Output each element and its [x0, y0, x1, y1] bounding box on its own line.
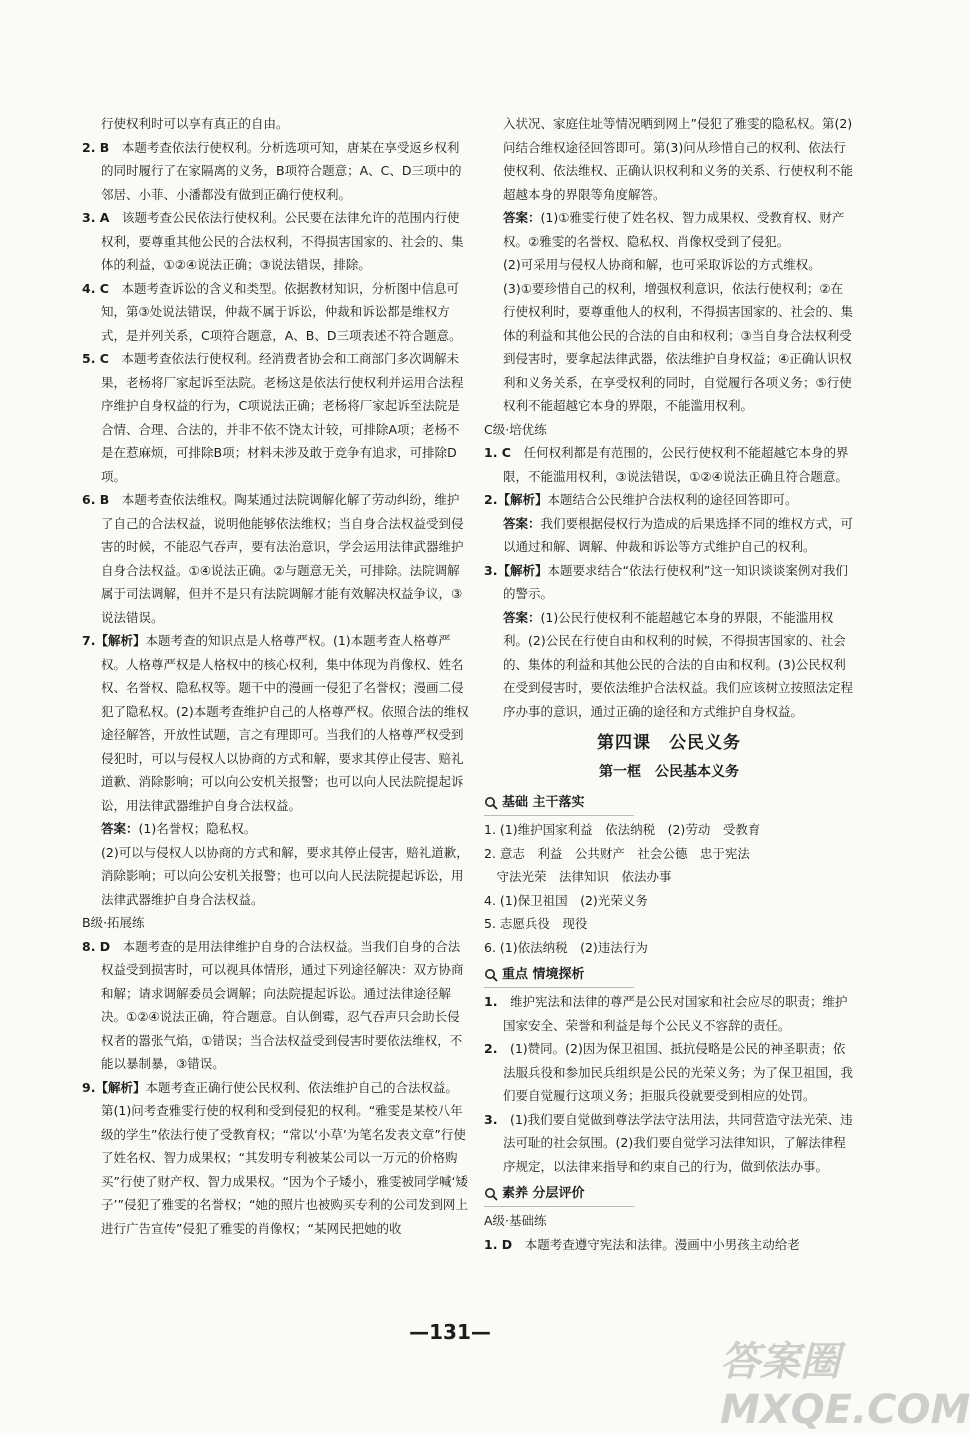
- basic-answer-line: 6. (1)依法纳税 (2)违法行为: [484, 939, 648, 955]
- item-label: 1. D: [484, 1236, 525, 1252]
- answer-item: [484, 277, 854, 418]
- item-label: 2.: [484, 1041, 510, 1056]
- item-text: 本题考查正确行使公民权利、依法维护自己的合法权益。第(1)问考查雅雯行使的权利和受到侵犯的权利。“雅雯是某校八年级的学生”依法行使了受教育权；“常以‘小草’为笔名发表文章”行使了姓名权、智力成果权；“其发明专利被某公司以一万元的价格购买”行使了财产权、智力成果权。“因为个子矮小，雅雯被同学喊‘矮子’”侵犯了雅雯的名誉权；“她的照片也被购买专利的公司发到网上进行广告宣传”侵犯了雅雯的肖像权；“某网民把她的收: [101, 1079, 468, 1236]
- item-label: 3.【解析】: [484, 562, 548, 578]
- section-label: 素养 分层评价: [502, 1186, 585, 1201]
- item-label: 5. C: [82, 351, 122, 366]
- lesson-title: 第四课 公民义务: [597, 733, 741, 753]
- item-text: 行使权利时可以享有真正的自由。: [101, 116, 289, 131]
- magnifier-icon: [484, 968, 498, 982]
- item-text: 我们要根据侵权行为造成的后果选择不同的维权方式，可以通过和解、调解、仲裁和诉讼等方式维护自己的权利。: [503, 515, 854, 554]
- section-label: 重点 情境探析: [502, 967, 585, 982]
- item-label: 答案：: [503, 515, 541, 531]
- answer-item: [82, 935, 470, 1076]
- answer-item: [82, 629, 470, 817]
- section-label: 基础 主干落实: [502, 795, 585, 810]
- item-label: 4. C: [82, 280, 122, 296]
- level-heading-b: B级·拓展练: [82, 915, 145, 930]
- answer-item: [484, 253, 854, 277]
- answer-item: [82, 112, 470, 136]
- item-text: 任何权利都是有范围的，公民行使权利不能超越它本身的界限，不能滥用权利，③说法错误，①②④说法正确且符合题意。: [503, 445, 849, 484]
- item-text: 本题考查遵守宪法和法律。漫画中小男孩主动给老: [524, 1236, 800, 1252]
- section-title: 第一框 公民基本义务: [599, 764, 739, 780]
- page-number: —131—: [409, 1320, 491, 1344]
- answer-item: [484, 112, 854, 206]
- answer-item: [484, 559, 854, 606]
- watermark: 答案圈 MXQE.COM: [720, 1339, 970, 1433]
- section-basics: [484, 791, 634, 816]
- item-label: 1.: [484, 994, 510, 1009]
- item-label: 1. C: [484, 445, 524, 460]
- basic-answer-line: 2. 意志 利益 公共财产 社会公德 忠于宪法: [484, 845, 750, 861]
- item-text: 本题考查依法行使权利。分析选项可知，唐某在享受返乡权利的同时履行了在家隔离的义务，B项符合题意；A、C、D三项中的邻居、小菲、小潘都没有做到正确行使权利。: [101, 139, 462, 202]
- item-text: 入状况、家庭住址等情况晒到网上”侵犯了雅雯的隐私权。第(2)问结合维权途径回答即可。第(3)问从珍惜自己的权利、依法行使权利、依法维权、正确认识权利和义务的关系、行使权利不能超越本身的界限等角度解答。: [503, 116, 854, 202]
- item-text: (3)①要珍惜自己的权利，增强权利意识，依法行使权利；②在行使权利时，要尊重他人的权利，不得损害国家的、社会的、集体的利益和其他公民的合法的自由和权利；③当自身合法权利受到侵害时，要拿起法律武器，依法维护自身权益；④正确认识权利和义务关系，在享受权利的同时，自觉履行各项义务；⑤行使权利不能超越它本身的界限，不能滥用权利。: [503, 280, 854, 413]
- item-label: 2. B: [82, 139, 122, 155]
- basic-answer-line: 1. (1)维护国家利益 依法纳税 (2)劳动 受教育: [484, 822, 761, 837]
- basic-answer-line: 4. (1)保卫祖国 (2)光荣义务: [484, 892, 648, 908]
- item-text: (2)可以与侵权人以协商的方式和解，要求其停止侵害，赔礼道歉，消除影响；可以向公安机关报警；也可以向人民法院提起诉讼，用法律武器维护自身合法权益。: [101, 844, 469, 907]
- section-focus: [484, 963, 634, 988]
- item-text: (1)我们要自觉做到尊法学法守法用法，共同营造守法光荣、违法可耻的社会氛围。(2)我们要自觉学习法律知识，了解法律程序规定，以法律来指导和约束自己的行为，做到依法办事。: [503, 1111, 853, 1174]
- item-label: 答案：: [101, 821, 139, 836]
- answer-item: [82, 817, 470, 841]
- item-text: (1)①雅雯行使了姓名权、智力成果权、受教育权、财产权。②雅雯的名誉权、隐私权、肖像权受到了侵犯。: [503, 210, 845, 249]
- item-text: 本题考查诉讼的含义和类型。依据教材知识，分析图中信息可知，第③处说法错误，仲裁不属于诉讼，仲裁和诉讼都是维权方式，是并列关系，C项符合题意，A、B、D三项表述不符合题意。: [101, 280, 462, 343]
- item-text: 维护宪法和法律的尊严是公民对国家和社会应尽的职责；维护国家安全、荣誉和利益是每个公民义不容辞的责任。: [503, 994, 848, 1033]
- item-text: 本题考查的是用法律维护自身的合法权益。当我们自身的合法权益受到损害时，可以视具体情形，通过下列途径解决：双方协商和解；请求调解委员会调解；向法院提起诉讼。通过法律途径解决。①②④说法正确，符合题意。自认倒霉，忍气吞声只会助长侵权者的嚣张气焰，①错误；当合法权益受到侵害时要依法维权，不能以暴制暴，③错误。: [101, 938, 464, 1071]
- item-label: 9.【解析】: [82, 1079, 146, 1095]
- item-text: (1)赞同。(2)因为保卫祖国、抵抗侵略是公民的神圣职责；依法服兵役和参加民兵组织是公民的光荣义务；为了保卫祖国，我们要自觉履行这项义务；拒服兵役就要受到相应的处罚。: [503, 1041, 854, 1103]
- answer-item: [82, 347, 470, 488]
- item-text: (1)名誉权；隐私权。: [138, 821, 257, 836]
- item-label: 答案：: [503, 609, 541, 625]
- item-label: 7.【解析】: [82, 633, 146, 648]
- item-label: 8. D: [82, 938, 123, 954]
- focus-item: [484, 1037, 854, 1108]
- answer-item: [484, 206, 854, 253]
- answer-item: [82, 1076, 470, 1241]
- item-label: 6. B: [82, 492, 122, 507]
- focus-item: [484, 1108, 854, 1179]
- item-text: (1)公民行使权利不能超越它本身的界限，不能滥用权利。(2)公民在行使自由和权利的时候，不得损害国家的、社会的、集体的利益和其他公民的合法的自由和权利。(3)公民权利在受到侵害时，要依法维护合法权益。我们应该树立按照法定程序办事的意识，通过正确的途径和方式维护自身权益。: [503, 609, 854, 719]
- item-label: 3.: [484, 1111, 510, 1127]
- item-text: 本题考查依法行使权利。经消费者协会和工商部门多次调解未果，老杨将厂家起诉至法院。老杨这是依法行使权利并运用合法程序维护自身权益的行为，C项说法正确；老杨将厂家起诉至法院是合情、合理、合法的，并非不依不饶太计较，可排除A项；老杨不是在惹麻烦，可排除B项；材料未涉及敢于竞争有追求，可排除D项。: [101, 351, 464, 484]
- answer-item: [82, 488, 470, 629]
- item-text: 该题考查公民依法行使权利。公民要在法律允许的范围内行使权利，要尊重其他公民的合法权利，不得损害国家的、社会的、集体的利益，①②④说法正确；③说法错误，排除。: [101, 210, 464, 272]
- item-label: 3. A: [82, 210, 122, 225]
- level-heading-c: C级·培优练: [484, 421, 547, 437]
- answer-item: [82, 136, 470, 207]
- right-column: [484, 112, 854, 1256]
- basic-answer-line: 5. 志愿兵役 现役: [484, 916, 588, 931]
- item-text: 本题结合公民维护合法权利的途径回答即可。: [547, 492, 798, 507]
- item-label: 2.【解析】: [484, 492, 548, 507]
- focus-item: [484, 990, 854, 1037]
- basic-answer-line: 守法光荣 法律知识 依法办事: [484, 869, 672, 884]
- answer-item: [82, 277, 470, 348]
- answer-item: [82, 841, 470, 912]
- level-heading-a: A级·基础练: [484, 1213, 547, 1228]
- item-label: 答案：: [503, 210, 541, 225]
- left-column: [82, 112, 470, 1240]
- item-text: 本题考查的知识点是人格尊严权。(1)本题考查人格尊严权。人格尊严权是人格权中的核心权利，集中体现为肖像权、姓名权、名誉权、隐私权等。题干中的漫画一侵犯了名誉权；漫画二侵犯了隐私权。(2)本题考查维护自己的人格尊严权。依照合法的维权途径解答，开放性试题，言之有理即可。当我们的人格尊严权受到侵犯时，可以与侵权人以协商的方式和解，要求其停止侵害、赔礼道歉、消除影响；可以向公安机关报警；也可以向人民法院提起诉讼，用法律武器维护自身合法权益。: [101, 633, 469, 813]
- answer-item: [484, 606, 854, 724]
- answer-item: [484, 512, 854, 559]
- item-text: 本题要求结合“依法行使权利”这一知识谈谈案例对我们的警示。: [503, 562, 848, 601]
- magnifier-icon: [484, 796, 498, 810]
- item-text: 本题考查依法维权。陶某通过法院调解化解了劳动纠纷，维护了自己的合法权益，说明他能够依法维权；当自身合法权益受到侵害的时候，不能忍气吞声，要有法治意识，学会运用法律武器维护自身合法权益。①④说法正确。②与题意无关，可排除。法院调解属于司法调解，但并不是只有法院调解才能有效解决权益争议，③说法错误。: [101, 492, 464, 625]
- answer-item: [82, 206, 470, 277]
- answer-item: [484, 1233, 854, 1257]
- section-literacy: [484, 1182, 634, 1207]
- magnifier-icon: [484, 1187, 498, 1201]
- answer-item: [484, 488, 854, 512]
- answer-item: [484, 441, 854, 488]
- item-text: (2)可采用与侵权人协商和解，也可采取诉讼的方式维权。: [503, 257, 821, 272]
